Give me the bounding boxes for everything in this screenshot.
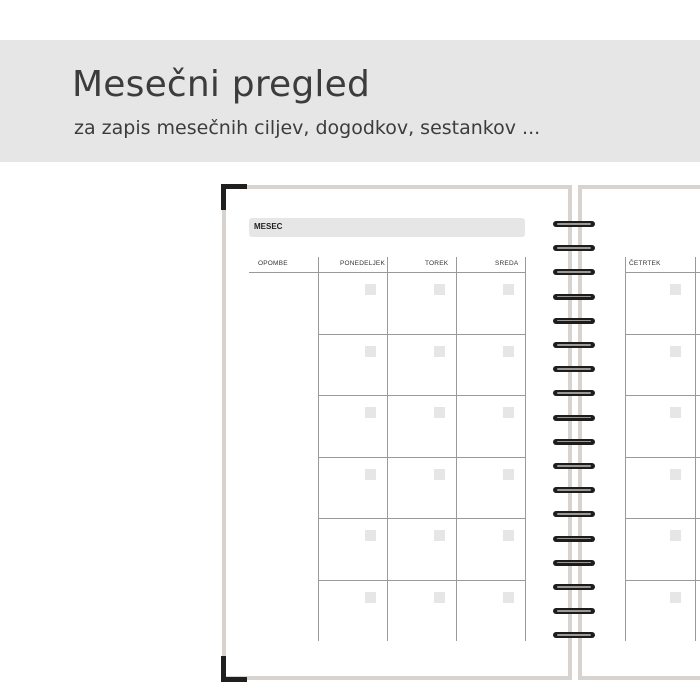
ring-highlight [557,392,591,394]
date-box[interactable] [670,407,681,418]
spiral-ring [553,509,595,519]
ring-highlight [557,538,591,540]
spiral-ring [553,461,595,471]
ring-highlight [557,465,591,467]
spiral-ring [553,582,595,592]
column-divider [318,257,319,641]
date-box[interactable] [434,592,445,603]
month-field[interactable] [249,218,525,237]
column-header-wednesday: SREDA [495,260,519,267]
spiral-ring [553,534,595,544]
header-banner [0,40,700,162]
ring-highlight [557,368,591,370]
date-box[interactable] [503,407,514,418]
page-title: Mesečni pregled [72,64,371,105]
date-box[interactable] [365,592,376,603]
column-divider [695,257,696,641]
ring-highlight [557,417,591,419]
week-row-divider [318,518,525,519]
date-box[interactable] [503,592,514,603]
spiral-ring [553,485,595,495]
ring-highlight [557,344,591,346]
ring-highlight [557,223,591,225]
month-label: MESEC [254,222,283,231]
ring-highlight [557,271,591,273]
column-divider [387,257,388,641]
column-header-monday: PONEDELJEK [340,260,385,267]
week-row-divider [318,395,525,396]
spiral-ring [553,340,595,350]
corner-protector-top [221,184,247,210]
week-row-divider [318,457,525,458]
column-divider [525,257,526,641]
week-row-divider [625,457,700,458]
spiral-ring [553,558,595,568]
date-box[interactable] [503,346,514,357]
ring-highlight [557,586,591,588]
ring-highlight [557,296,591,298]
spiral-ring [553,292,595,302]
column-divider [625,257,626,641]
spiral-ring [553,219,595,229]
date-box[interactable] [365,407,376,418]
spiral-ring [553,364,595,374]
week-row-divider [318,334,525,335]
spiral-ring [553,437,595,447]
week-row-divider [625,334,700,335]
date-box[interactable] [670,284,681,295]
page-subtitle: za zapis mesečnih ciljev, dogodkov, sestankov ... [74,117,541,139]
date-box[interactable] [503,469,514,480]
ring-highlight [557,634,591,636]
ring-highlight [557,610,591,612]
ring-highlight [557,489,591,491]
spiral-ring [553,388,595,398]
spiral-ring [553,413,595,423]
week-row-divider [318,580,525,581]
date-box[interactable] [434,407,445,418]
spiral-ring [553,316,595,326]
week-row-divider [625,518,700,519]
week-row-divider [625,580,700,581]
date-box[interactable] [434,469,445,480]
date-box[interactable] [365,530,376,541]
ring-highlight [557,513,591,515]
spiral-ring [553,606,595,616]
column-header-notes: OPOMBE [258,260,288,267]
ring-highlight [557,247,591,249]
date-box[interactable] [670,469,681,480]
column-header-thursday: ČETRTEK [629,260,661,267]
corner-protector-bottom [221,656,247,682]
date-box[interactable] [670,592,681,603]
date-box[interactable] [365,469,376,480]
date-box[interactable] [670,530,681,541]
date-box[interactable] [365,346,376,357]
date-box[interactable] [434,284,445,295]
date-box[interactable] [503,530,514,541]
spiral-ring [553,243,595,253]
header-rule-right [625,272,700,273]
date-box[interactable] [434,530,445,541]
date-box[interactable] [503,284,514,295]
column-header-tuesday: TOREK [425,260,449,267]
date-box[interactable] [670,346,681,357]
spiral-ring [553,630,595,640]
date-box[interactable] [434,346,445,357]
date-box[interactable] [365,284,376,295]
column-divider [456,257,457,641]
week-row-divider [625,395,700,396]
spiral-ring [553,267,595,277]
